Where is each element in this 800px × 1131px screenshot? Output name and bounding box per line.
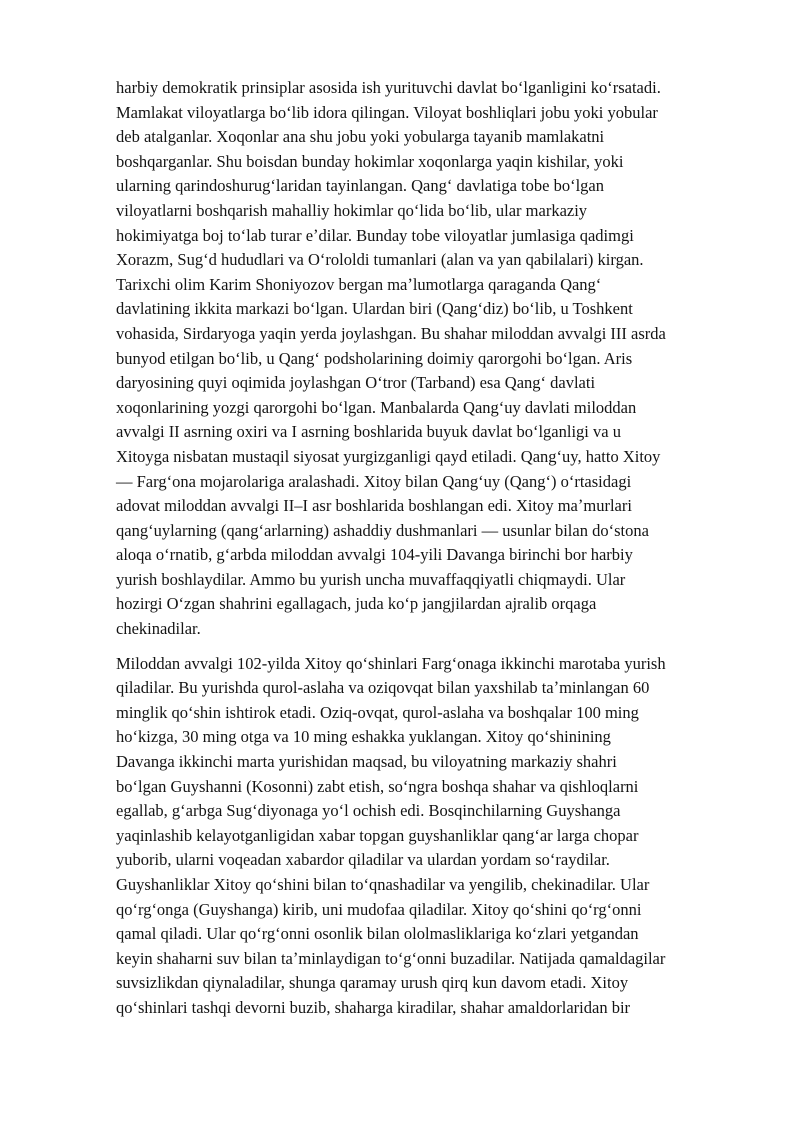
text-line: egallab, gʻarbga Sugʻdiyonaga yoʻl ochish edi. Bosqinchilarning Guyshanga (116, 801, 621, 821)
text-line: — Fargʻona mojarolariga aralashadi. Xitoy bilan Qangʻuy (Qangʻ) oʻrtasidagi (116, 471, 632, 491)
text-line: bunyod etilgan boʻlib, u Qangʻ podsholarining doimiy qarorgohi boʻlgan. Aris (116, 348, 633, 368)
text-line: davlatining ikkita markazi boʻlgan. Ulardan biri (Qangʻdiz) boʻlib, u Toshkent (116, 299, 633, 319)
text-line: hozirgi Oʻzgan shahrini egallagach, juda koʻp jangjilardan ajralib orqaga (116, 594, 597, 614)
text-line: Xorazm, Sugʻd hududlari va Oʻrololdi tumanlari (alan va yan qabilalari) kirgan. (116, 250, 644, 270)
text-line: ularning qarindoshurugʻlaridan tayinlangan. Qangʻ davlatiga tobe boʻlgan (116, 176, 604, 196)
text-line: aloqa oʻrnatib, gʻarbda miloddan avvalgi 104-yili Davanga birinchi bor harbiy (116, 545, 633, 565)
text-line: yurish boshlaydilar. Ammo bu yurish uncha muvaffaqqiyatli chiqmaydi. Ular (116, 569, 626, 589)
text-line: deb atalganlar. Xoqonlar ana shu jobu yoki yobularga tayanib mamlakatni (116, 127, 605, 147)
text-line: suvsizlikdan qiynaladilar, shunga qaramay urush qirq kun davom etadi. Xitoy (116, 973, 629, 993)
paragraph-2 (116, 652, 716, 1021)
text-line: boshqarganlar. Shu boisdan bunday hokimlar xoqonlarga yaqin kishilar, yoki (116, 151, 624, 171)
text-line: avvalgi II asrning oxiri va I asrning boshlarida buyuk davlat boʻlganligi va u (116, 422, 621, 442)
text-line: Mamlakat viloyatlarga boʻlib idora qilingan. Viloyat boshliqlari jobu yoki yobular (116, 102, 658, 122)
text-line: boʻlgan Guyshanni (Kosonni) zabt etish, soʻngra boshqa shahar va qishloqlarni (116, 776, 639, 796)
text-line: Miloddan avvalgi 102-yilda Xitoy qoʻshinlari Fargʻonaga ikkinchi marotaba yurish (116, 653, 666, 673)
text-line: qoʻshinlari tashqi devorni buzib, shaharga kiradilar, shahar amaldorlaridan bir (116, 997, 631, 1017)
document-page (116, 76, 716, 1021)
text-line: hoʻkizga, 30 ming otga va 10 ming eshakka yuklangan. Xitoy qoʻshinining (116, 727, 611, 747)
text-line: Davanga ikkinchi marta yurishidan maqsad, bu viloyatning markaziy shahri (116, 752, 617, 772)
text-line: adovat miloddan avvalgi II–I asr boshlarida boshlangan edi. Xitoy maʼmurlari (116, 496, 632, 516)
text-line: chekinadilar. (116, 619, 201, 639)
text-line: qamal qiladi. Ular qoʻrgʻonni osonlik bilan ololmasliklariga koʻzlari yetgandan (116, 924, 639, 944)
text-line: yaqinlashib kelayotganligidan xabar topgan guyshanliklar qangʻar larga chopar (116, 825, 639, 845)
text-line: minglik qoʻshin ishtirok etadi. Oziq-ovqat, qurol-aslaha va boshqalar 100 ming (116, 702, 639, 722)
text-line: Tarixchi olim Karim Shoniyozov bergan maʼlumotlarga qaraganda Qangʻ (116, 274, 602, 294)
text-line: qiladilar. Bu yurishda qurol-aslaha va oziqovqat bilan yaxshilab taʼminlangan 60 (116, 678, 650, 698)
text-line: vohasida, Sirdaryoga yaqin yerda joylashgan. Bu shahar miloddan avvalgi III asrda (116, 323, 666, 343)
text-line: yuborib, ularni voqeadan xabardor qiladilar va ulardan yordam soʻraydilar. (116, 850, 610, 870)
paragraph-1 (116, 76, 716, 642)
text-line: Xitoyga nisbatan mustaqil siyosat yurgizganligi qayd etiladi. Qangʻuy, hatto Xitoy (116, 446, 661, 466)
text-line: Guyshanliklar Xitoy qoʻshini bilan toʻqnashadilar va yengilib, chekinadilar. Ular (116, 875, 650, 894)
text-line: viloyatlarni boshqarish mahalliy hokimlar qoʻlida boʻlib, ular markaziy (116, 200, 588, 220)
text-line: qoʻrgʻonga (Guyshanga) kirib, uni mudofaa qiladilar. Xitoy qoʻshini qoʻrgʻonni (116, 899, 642, 919)
text-line: hokimiyatga boj toʻlab turar eʼdilar. Bunday tobe viloyatlar jumlasiga qadimgi (116, 225, 634, 245)
text-line: harbiy demokratik prinsiplar asosida ish yurituvchi davlat boʻlganligini koʻrsatadi. (116, 78, 661, 97)
text-line: daryosining quyi oqimida joylashgan Oʻtror (Tarband) esa Qangʻ davlati (116, 373, 596, 393)
text-line: keyin shaharni suv bilan taʼminlaydigan toʻgʻonni buzadilar. Natijada qamaldagilar (116, 948, 666, 968)
text-line: qangʻuylarning (qangʻarlarning) ashaddiy dushmanlari — usunlar bilan doʻstona (116, 520, 649, 540)
text-line: xoqonlarining yozgi qarorgohi boʻlgan. Manbalarda Qangʻuy davlati miloddan (116, 397, 637, 417)
